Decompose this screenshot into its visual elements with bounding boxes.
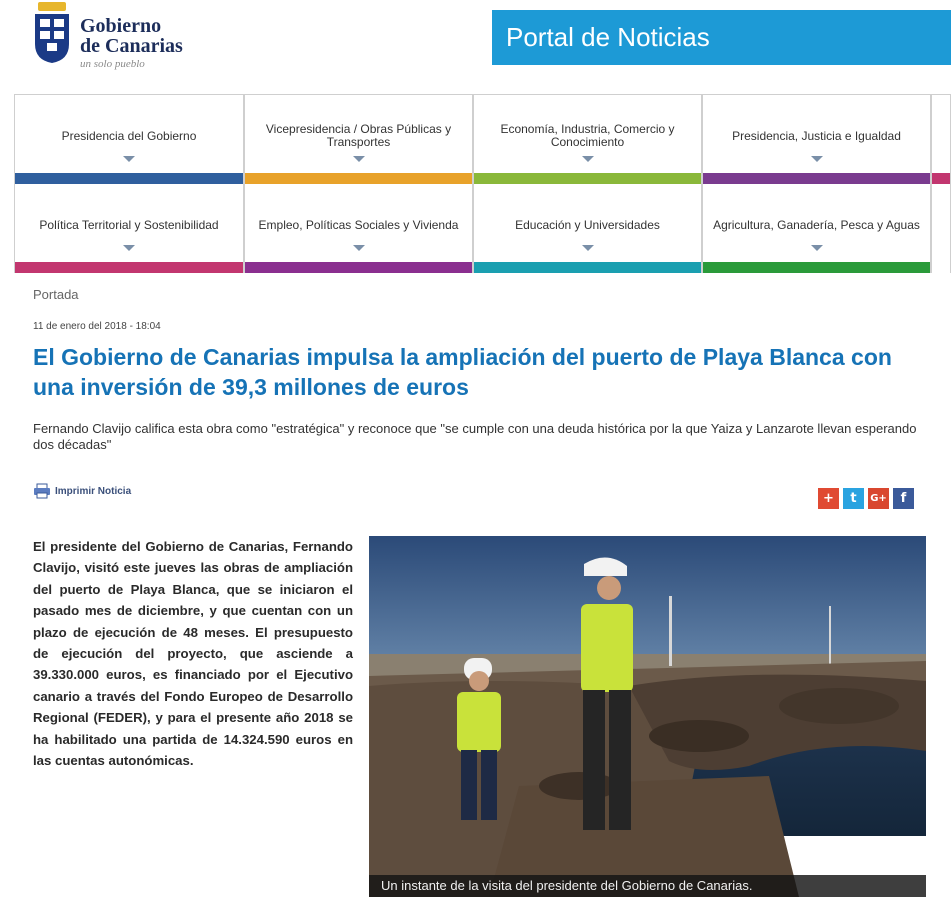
photo-caption: Un instante de la visita del presidente del Gobierno de Canarias. <box>369 875 926 897</box>
caret-down-icon <box>582 156 594 162</box>
nav-color-bar <box>703 262 930 273</box>
caret-down-icon <box>811 156 823 162</box>
nav-color-bar <box>703 173 930 184</box>
nav-item-justicia[interactable] <box>702 95 931 184</box>
printer-icon <box>33 483 51 499</box>
breadcrumb-home[interactable]: Portada <box>33 287 79 302</box>
nav-row-1 <box>14 95 951 184</box>
plus-icon: + <box>823 491 834 506</box>
department-nav <box>14 94 951 272</box>
print-link[interactable] <box>33 483 131 499</box>
port-visit-photo <box>369 536 926 897</box>
share-twitter-button[interactable] <box>843 488 864 509</box>
caret-down-icon <box>353 245 365 251</box>
nav-item-economia[interactable] <box>473 95 702 184</box>
breadcrumb[interactable] <box>33 287 79 302</box>
logo-line-1: Gobierno <box>80 15 162 37</box>
nav-item-label: Política Territorial y Sostenibilidad <box>39 217 219 232</box>
nav-row-2 <box>14 184 951 273</box>
article-photo[interactable] <box>369 536 926 897</box>
nav-color-bar <box>15 173 243 184</box>
nav-item-partial[interactable] <box>931 95 951 184</box>
nav-item-label: Educación y Universidades <box>515 217 660 232</box>
nav-item-politica-territorial[interactable] <box>14 184 244 273</box>
caret-down-icon <box>811 245 823 251</box>
nav-item-label: Agricultura, Ganadería, Pesca y Aguas <box>713 217 920 232</box>
nav-item-label: Empleo, Políticas Sociales y Vivienda <box>258 217 459 232</box>
article-subtitle: Fernando Clavijo califica esta obra como "estratégica" y reconoce que "se cumple con una deuda histórica por la que Yaiza y Lanzarote llevan esperando dos décadas" <box>33 421 917 452</box>
logo-text <box>80 16 183 56</box>
print-label: Imprimir Noticia <box>55 485 132 497</box>
logo-line-2: de Canarias <box>80 35 183 57</box>
share-google-plus-button[interactable] <box>868 488 889 509</box>
nav-color-bar <box>474 173 701 184</box>
logo-tagline: un solo pueblo <box>80 58 145 70</box>
portal-title: Portal de Noticias <box>506 22 710 52</box>
caret-down-icon <box>582 245 594 251</box>
nav-item-partial[interactable] <box>931 184 951 273</box>
share-plus-button[interactable] <box>818 488 839 509</box>
article-body: El presidente del Gobierno de Canarias, Fernando Clavijo, visitó este jueves las obras de ampliación del puerto de Playa Blanca, que se iniciaron el pasado mes de diciembre, y que cuentan con un plazo de ejecución de 48 meses. El presupuesto de ejecución del proyecto, que asciende a 39.330.000 euros, es financiado por el Ejecutivo canario a través del Fondo Europeo de Desarrollo Regional (FEDER), y para el presente año 2018 se ha habilitado una partida de 14.324.590 euros en las cuentas autonómicas. <box>33 539 353 769</box>
caret-down-icon <box>123 245 135 251</box>
share-buttons <box>818 488 914 509</box>
nav-item-label: Presidencia del Gobierno <box>61 128 197 143</box>
nav-color-bar <box>15 262 243 273</box>
nav-item-presidencia-gobierno[interactable] <box>14 95 244 184</box>
caret-down-icon <box>353 156 365 162</box>
nav-color-bar <box>932 173 950 184</box>
nav-color-bar <box>245 262 472 273</box>
nav-item-educacion[interactable] <box>473 184 702 273</box>
nav-item-empleo[interactable] <box>244 184 473 273</box>
twitter-icon: t <box>850 491 857 506</box>
google-plus-icon: G+ <box>870 493 887 504</box>
nav-item-label: Economía, Industria, Comercio y Conocimiento <box>500 122 675 149</box>
nav-color-bar <box>245 173 472 184</box>
nav-item-label: Presidencia, Justicia e Igualdad <box>732 128 901 143</box>
article-title: El Gobierno de Canarias impulsa la ampliación del puerto de Playa Blanca con una inversión de 39,3 millones de euros <box>33 344 892 400</box>
nav-item-vicepresidencia[interactable] <box>244 95 473 184</box>
article-date: 11 de enero del 2018 - 18:04 <box>33 321 161 332</box>
gobierno-logo[interactable] <box>30 2 220 74</box>
nav-color-bar <box>474 262 701 273</box>
nav-item-agricultura[interactable] <box>702 184 931 273</box>
portal-title-banner[interactable] <box>492 10 951 65</box>
nav-item-label: Vicepresidencia / Obras Públicas y Transportes <box>265 122 452 149</box>
coat-of-arms-icon <box>32 2 72 64</box>
facebook-icon: f <box>900 491 907 506</box>
share-facebook-button[interactable] <box>893 488 914 509</box>
caret-down-icon <box>123 156 135 162</box>
